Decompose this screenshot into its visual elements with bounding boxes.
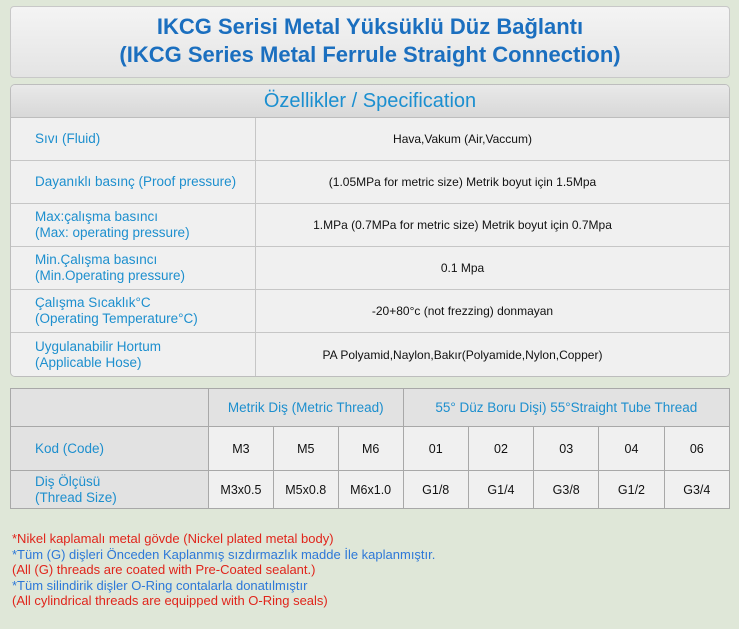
spec-label-line1: Dayanıklı basınç (Proof pressure) (35, 174, 237, 189)
size-cell: G3/8 (534, 471, 599, 509)
straight-thread-header: 55° Düz Boru Dişi) 55°Straight Tube Thread (403, 389, 729, 427)
spec-label-line2: (Max: operating pressure) (35, 225, 190, 240)
note-oring-tr: *Tüm silindirik dişler O-Ring contalarla donatılmıştır (12, 577, 308, 593)
spec-row-proof-pressure (11, 161, 729, 204)
spec-value: 0.1 Mpa (440, 261, 485, 275)
size-row (11, 471, 730, 509)
thread-header-row (11, 389, 730, 427)
size-cell: G1/4 (468, 471, 533, 509)
metric-thread-header: Metrik Diş (Metric Thread) (209, 389, 404, 427)
code-row (11, 427, 730, 471)
size-label (11, 471, 209, 509)
code-label: Kod (Code) (11, 427, 209, 471)
spec-label (11, 204, 256, 246)
specification-panel (10, 84, 730, 377)
spec-value: Hava,Vakum (Air,Vaccum) (393, 132, 532, 146)
spec-row-min-pressure (11, 247, 729, 290)
spec-label-line1: Uygulanabilir Hortum (35, 338, 162, 354)
note-oring-en: (All cylindrical threads are equipped with O-Ring seals) (12, 593, 328, 608)
code-cell: M3 (209, 427, 274, 471)
title-english: (IKCG Series Metal Ferrule Straight Connection) (119, 42, 621, 67)
spec-row-hose (11, 333, 729, 376)
spec-label-line2: (Operating Temperature°C) (35, 311, 198, 326)
code-cell: 01 (403, 427, 468, 471)
code-cell: 04 (599, 427, 664, 471)
spec-value: PA Polyamid,Naylon,Bakır(Polyamide,Nylon,Copper) (322, 347, 603, 362)
code-cell: M6 (338, 427, 403, 471)
size-cell: G1/2 (599, 471, 664, 509)
title-turkish: IKCG Serisi Metal Yüksüklü Düz Bağlantı (156, 14, 584, 39)
spec-label (11, 161, 256, 203)
note-coated-tr: *Tüm (G) dişleri Önceden Kaplanmış sızdırmazlık madde İle kaplanmıştır. (12, 546, 436, 562)
spec-label-line1: Max:çalışma basıncı (35, 209, 159, 224)
note-coated-en: (All (G) threads are coated with Pre-Coated sealant.) (12, 562, 316, 577)
size-label-line2: (Thread Size) (35, 489, 117, 505)
spec-value: 1.MPa (0.7MPa for metric size) Metrik boyut için 0.7Mpa (313, 218, 612, 232)
spec-label (11, 333, 256, 376)
spec-value: -20+80°c (not frezzing) donmayan (371, 304, 554, 318)
code-cell: M5 (273, 427, 338, 471)
size-cell: G1/8 (403, 471, 468, 509)
spec-label-line1: Min.Çalışma basıncı (35, 252, 158, 267)
title-panel (10, 6, 730, 78)
spec-row-max-pressure (11, 204, 729, 247)
thread-table (10, 388, 730, 509)
size-cell: M3x0.5 (209, 471, 274, 509)
notes (12, 531, 435, 609)
spec-row-fluid (11, 118, 729, 161)
size-cell: G3/4 (664, 471, 729, 509)
spec-value: (1.05MPa for metric size) Metrik boyut için 1.5Mpa (328, 175, 597, 189)
code-cell: 03 (534, 427, 599, 471)
spec-label (11, 290, 256, 332)
spec-label (11, 247, 256, 289)
code-cell: 02 (468, 427, 533, 471)
thread-corner-cell (11, 389, 209, 427)
spec-label-line2: (Min.Operating pressure) (35, 268, 186, 283)
spec-label (11, 118, 256, 160)
note-nickel: *Nikel kaplamalı metal gövde (Nickel plated metal body) (12, 531, 334, 546)
spec-label-line1: Sıvı (Fluid) (35, 131, 101, 146)
size-label-line1: Diş Ölçüsü (35, 473, 101, 489)
spec-label-line2: (Applicable Hose) (35, 354, 142, 370)
spec-label-line1: Çalışma Sıcaklık°C (35, 295, 151, 310)
spec-row-temperature (11, 290, 729, 333)
size-cell: M6x1.0 (338, 471, 403, 509)
code-cell: 06 (664, 427, 729, 471)
spec-header: Özellikler / Specification (11, 85, 729, 118)
size-cell: M5x0.8 (273, 471, 338, 509)
